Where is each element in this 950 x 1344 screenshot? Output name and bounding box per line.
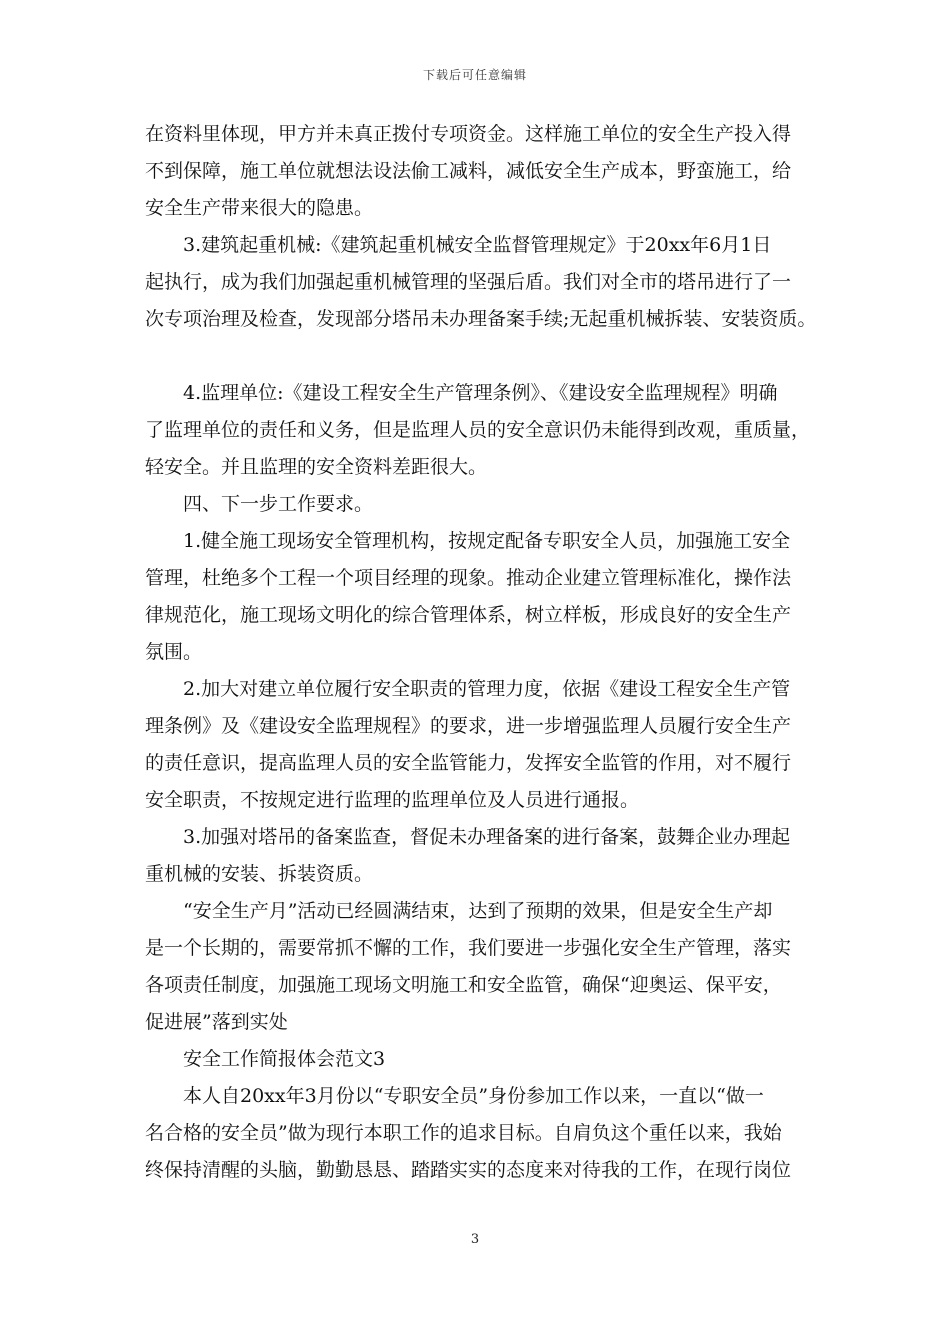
text-line: 安全生产带来很大的隐患。: [145, 197, 374, 219]
paragraph-gap: [145, 338, 813, 375]
text-line: 安全职责，不按规定进行监理的监理单位及人员进行通报。: [145, 789, 640, 811]
text-line: 次专项治理及检查，发现部分塔吊未办理备案手续;无起重机械拆装、安装资质。: [145, 308, 817, 330]
text-line: “安全生产月”活动已经圆满结束，达到了预期的效果，但是安全生产却: [183, 900, 773, 922]
text-line: 1.健全施工现场安全管理机构，按规定配备专职安全人员，加强施工安全: [183, 530, 791, 552]
text-line: 轻安全。并且监理的安全资料差距很大。: [145, 456, 488, 478]
section-heading: 四、下一步工作要求。: [183, 493, 374, 515]
text-line: 2.加大对建立单位履行安全职责的管理力度，依据《建设工程安全生产管: [183, 678, 791, 700]
header-note: 下载后可任意编辑: [422, 68, 527, 82]
text-line: 4.监理单位:《建设工程安全生产管理条例》、《建设安全监理规程》明确: [183, 382, 778, 404]
text-line: 3.建筑起重机械:《建筑起重机械安全监督管理规定》于20xx年6月1日: [183, 234, 772, 256]
text-line: 3.加强对塔吊的备案监查，督促未办理备案的进行备案，鼓舞企业办理起: [183, 826, 791, 848]
text-line: 在资料里体现，甲方并未真正拨付专项资金。这样施工单位的安全生产投入得: [145, 123, 792, 145]
text-line: 的责任意识，提高监理人员的安全监管能力，发挥安全监管的作用，对不履行: [145, 752, 792, 774]
page-number: 3: [470, 1232, 480, 1247]
text-line: 是一个长期的，需要常抓不懈的工作，我们要进一步强化安全生产管理，落实: [145, 937, 792, 959]
text-line: 本人自20xx年3月份以“专职安全员”身份参加工作以来，一直以“做一: [183, 1085, 764, 1107]
text-line: 氛围。: [145, 641, 203, 663]
text-line: 终保持清醒的头脑，勤勤恳恳、踏踏实实的态度来对待我的工作，在现行岗位: [145, 1159, 792, 1181]
text-line: 不到保障，施工单位就想法设法偷工减料，减低安全生产成本，野蛮施工，给: [145, 160, 792, 182]
text-line: 管理，杜绝多个工程一个项目经理的现象。推动企业建立管理标准化，操作法: [145, 567, 792, 589]
text-line: 重机械的安装、拆装资质。: [145, 863, 374, 885]
text-line: 起执行，成为我们加强起重机械管理的坚强后盾。我们对全市的塔吊进行了一: [145, 271, 792, 293]
text-line: 各项责任制度，加强施工现场文明施工和安全监管，确保“迎奥运、保平安，: [145, 974, 782, 996]
text-line: 律规范化，施工现场文明化的综合管理体系，树立样板，形成良好的安全生产: [145, 604, 792, 626]
text-line: 促进展”落到实处: [145, 1011, 288, 1033]
section-title: 安全工作简报体会范文3: [183, 1048, 386, 1070]
text-line: 理条例》及《建设安全监理规程》的要求，进一步增强监理人员履行安全生产: [145, 715, 792, 737]
text-line: 了监理单位的责任和义务，但是监理人员的安全意识仍未能得到改观，重质量，: [145, 419, 811, 441]
text-line: 名合格的安全员”做为现行本职工作的追求目标。自肩负这个重任以来，我始: [145, 1122, 782, 1144]
document-body: [145, 116, 817, 1189]
